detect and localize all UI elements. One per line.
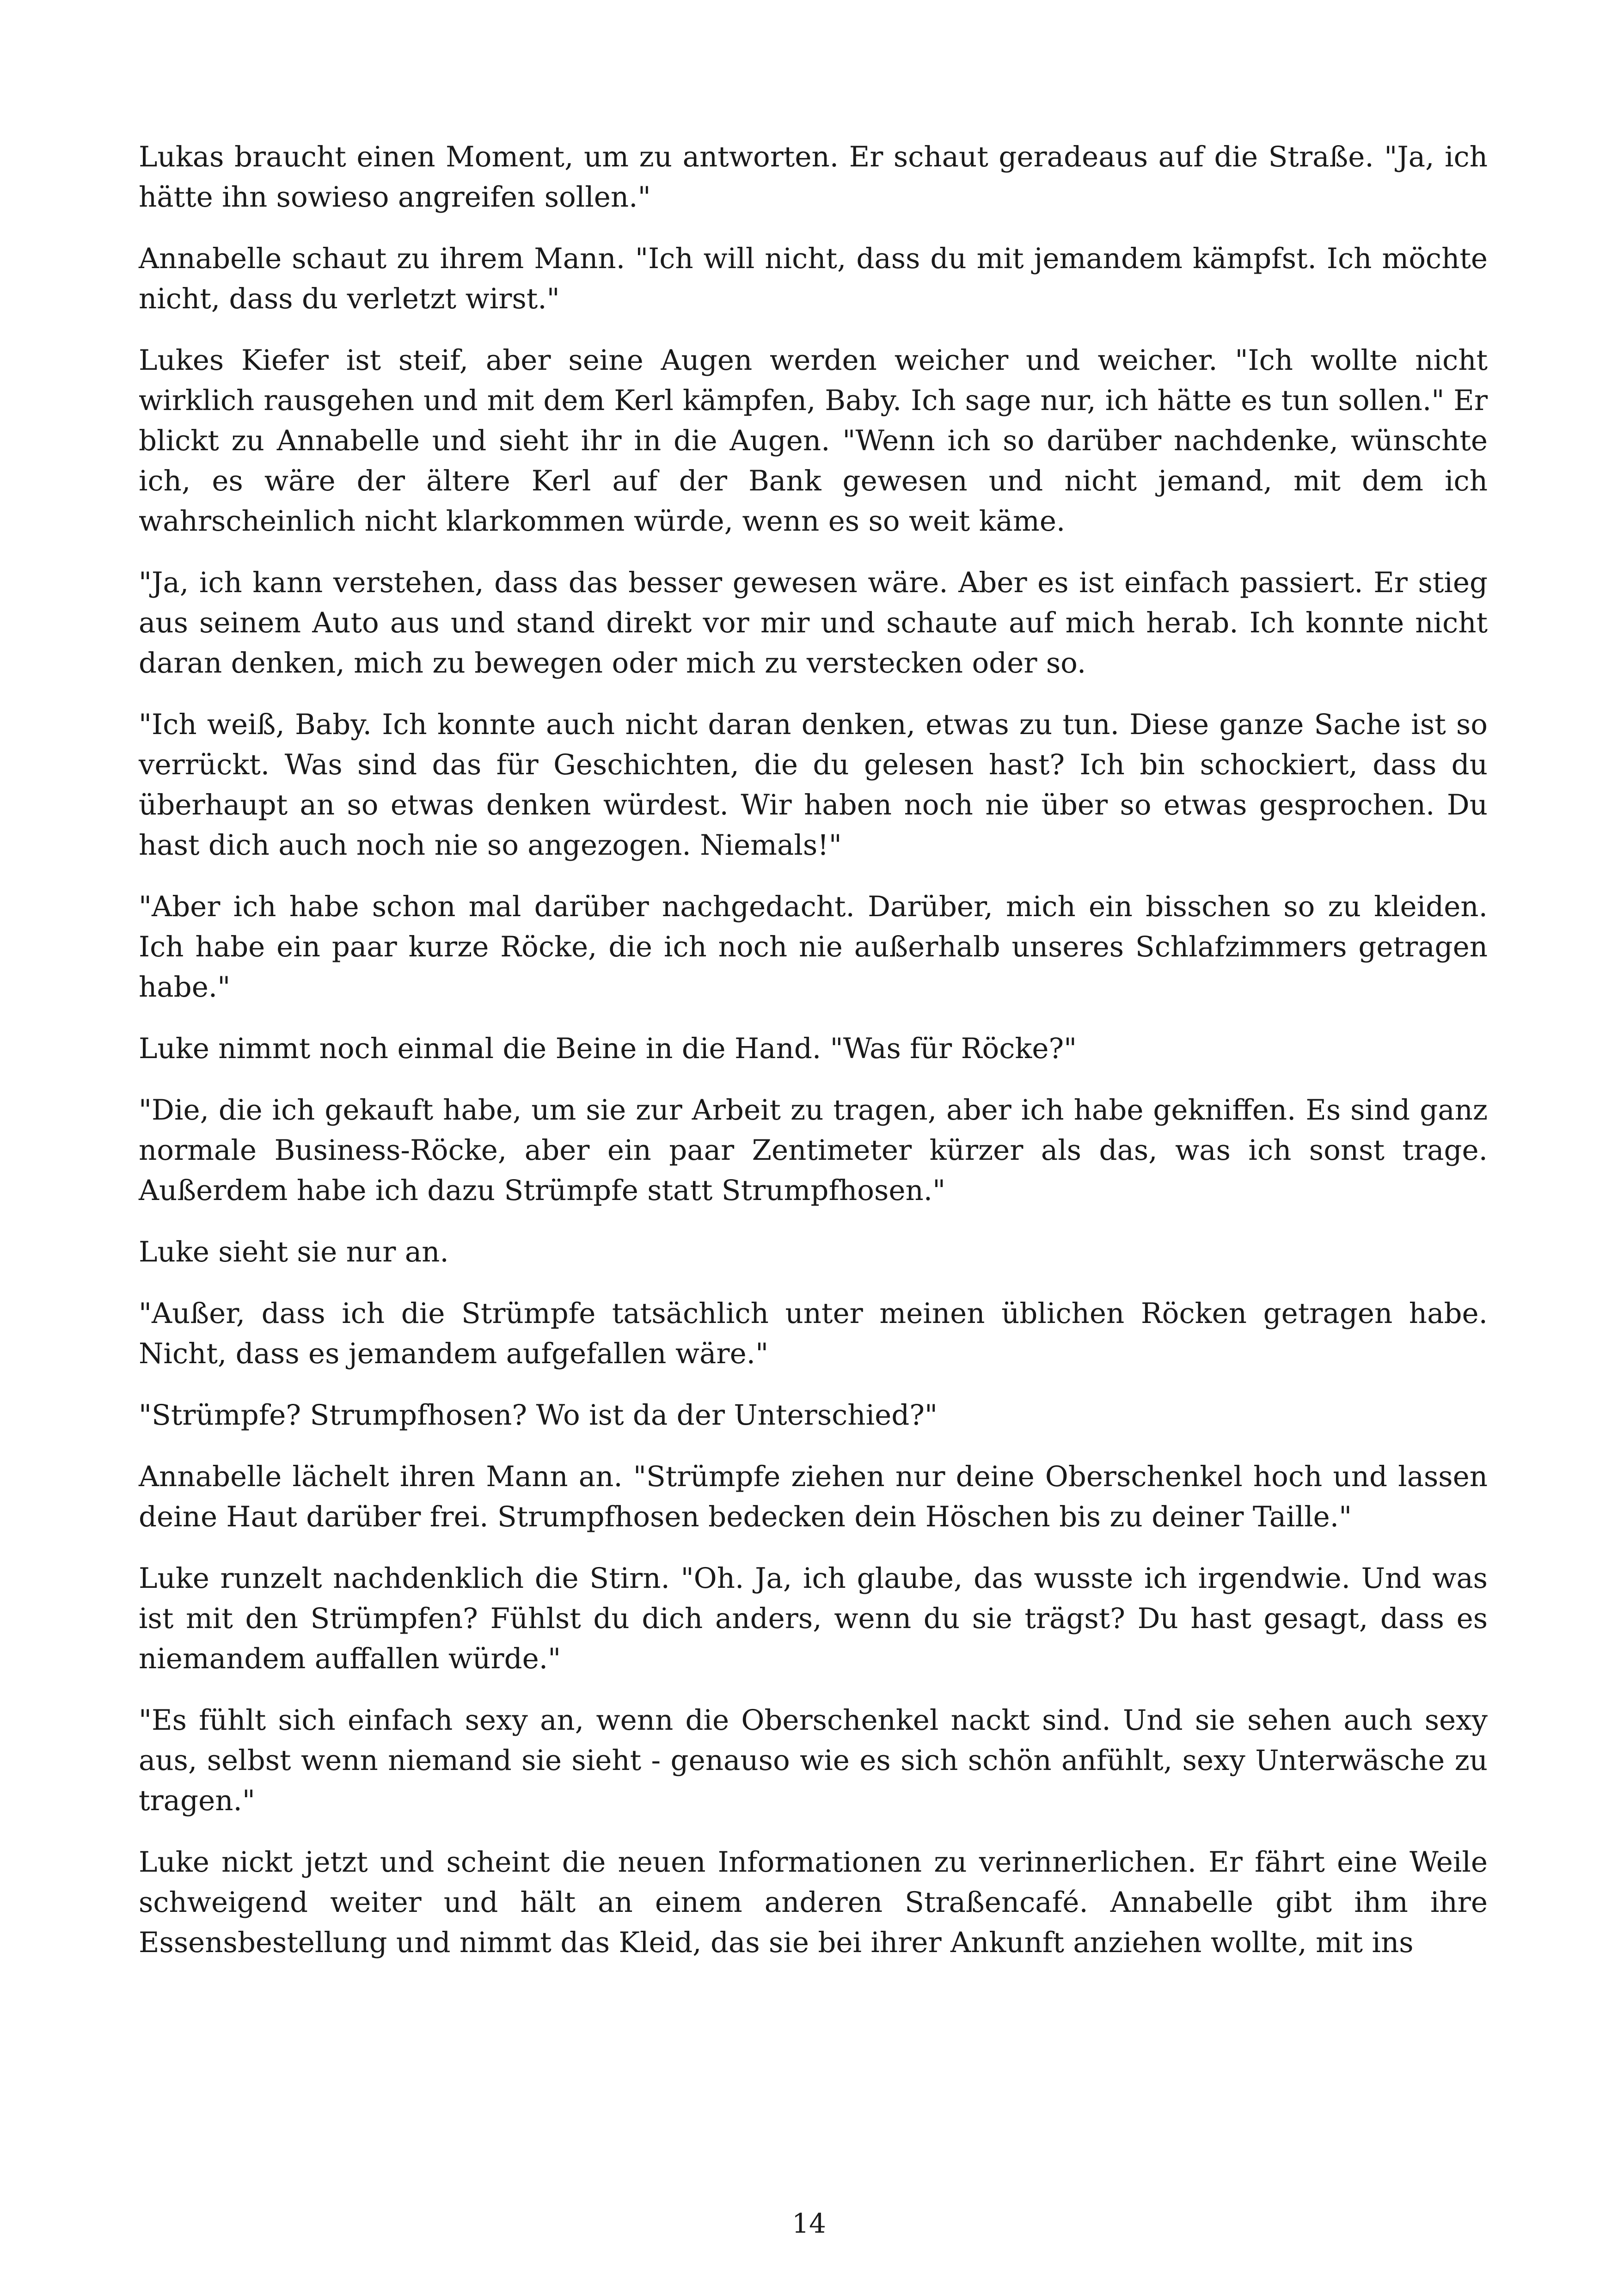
paragraph: Annabelle schaut zu ihrem Mann. "Ich will nicht, dass du mit jemandem kämpfst. Ich möchte nicht, dass du verletzt wirst.": [139, 242, 1488, 315]
paragraph: "Ich weiß, Baby. Ich konnte auch nicht daran denken, etwas zu tun. Diese ganze Sache ist so verrückt. Was sind das für Geschichten, die du gelesen hast? Ich bin schockiert, dass du überhaupt an so etwas denken würdest. Wir haben noch nie über so etwas gesprochen. Du hast dich auch noch nie so angezogen. Niemals!": [139, 708, 1488, 862]
paragraph: Luke sieht sie nur an.: [139, 1236, 449, 1268]
paragraph: "Außer, dass ich die Strümpfe tatsächlich unter meinen üblichen Röcken getragen habe. Nicht, dass es jemandem aufgefallen wäre.": [139, 1297, 1488, 1370]
paragraph: Lukes Kiefer ist steif, aber seine Augen werden weicher und weicher. "Ich wollte nicht wirklich rausgehen und mit dem Kerl kämpfen, Baby. Ich sage nur, ich hätte es tun sollen." Er blickt zu Annabelle und sieht ihr in die Augen. "Wenn ich so darüber nachdenke, wünschte ich, es wäre der ältere Kerl auf der Bank gewesen und nicht jemand, mit dem ich wahrscheinlich nicht klarkommen würde, wenn es so weit käme.: [139, 344, 1488, 538]
paragraph: Luke runzelt nachdenklich die Stirn. "Oh. Ja, ich glaube, das wusste ich irgendwie. Und was ist mit den Strümpfen? Fühlst du dich anders, wenn du sie trägst? Du hast gesagt, dass es niemandem auffallen würde.": [139, 1562, 1488, 1675]
paragraph: Luke nickt jetzt und scheint die neuen Informationen zu verinnerlichen. Er fährt eine Weile schweigend weiter und hält an einem anderen Straßencafé. Annabelle gibt ihm ihre Essensbestellung und nimmt das Kleid, das sie bei ihrer Ankunft anziehen wollte, mit ins: [139, 1846, 1488, 1959]
paragraph: "Es fühlt sich einfach sexy an, wenn die Oberschenkel nackt sind. Und sie sehen auch sexy aus, selbst wenn niemand sie sieht - genauso wie es sich schön anfühlt, sexy Unterwäsche zu tragen.": [139, 1704, 1488, 1817]
body-text: [139, 137, 1488, 1963]
page-number: 14: [792, 2208, 826, 2239]
paragraph: Lukas braucht einen Moment, um zu antworten. Er schaut geradeaus auf die Straße. "Ja, ich hätte ihn sowieso angreifen sollen.": [139, 141, 1488, 214]
paragraph: Annabelle lächelt ihren Mann an. "Strümpfe ziehen nur deine Oberschenkel hoch und lassen deine Haut darüber frei. Strumpfhosen bedecken dein Höschen bis zu deiner Taille.": [139, 1460, 1488, 1533]
paragraph: "Strümpfe? Strumpfhosen? Wo ist da der Unterschied?": [139, 1399, 938, 1432]
paragraph: "Ja, ich kann verstehen, dass das besser gewesen wäre. Aber es ist einfach passiert. Er stieg aus seinem Auto aus und stand direkt vor mir und schaute auf mich herab. Ich konnte nicht daran denken, mich zu bewegen oder mich zu verstecken oder so.: [139, 566, 1488, 680]
paragraph: "Aber ich habe schon mal darüber nachgedacht. Darüber, mich ein bisschen so zu kleiden. Ich habe ein paar kurze Röcke, die ich noch nie außerhalb unseres Schlafzimmers getragen habe.": [139, 890, 1488, 1004]
paragraph: Luke nimmt noch einmal die Beine in die Hand. "Was für Röcke?": [139, 1032, 1077, 1065]
paragraph: "Die, die ich gekauft habe, um sie zur Arbeit zu tragen, aber ich habe gekniffen. Es sind ganz normale Business-Röcke, aber ein paar Zentimeter kürzer als das, was ich sonst trage. Außerdem habe ich dazu Strümpfe statt Strumpfhosen.": [139, 1094, 1488, 1207]
